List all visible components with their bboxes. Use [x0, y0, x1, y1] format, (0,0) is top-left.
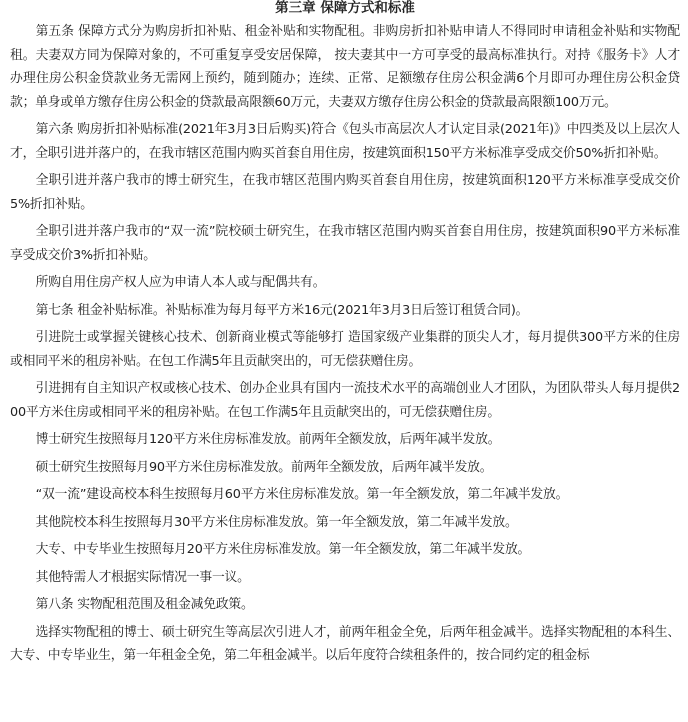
article-7-paragraph: 第七条 租金补贴标准。补贴标准为每月每平方米16元(2021年3月3日后签订租赁合同)。 — [35, 302, 529, 318]
top-talent-paragraph: 引进院士或掌握关键核心技术、创新商业模式等能够打 造国家级产业集群的顶尖人才，每月提供300平方米的住房或相同平米的租房补贴。在包工作满5年且贡献突出的，可无偿获赠住房。 — [10, 330, 680, 369]
article-6-paragraph: 第六条 购房折扣补贴标准(2021年3月3日后购买)符合《包头市高层次人才认定目录(2021年)》中四类及以上层次人才，全职引进并落户的，在我市辖区范围内购买首套自用住房，按建筑面积150平方米标准享受成交价50%折扣补贴。 — [10, 122, 680, 161]
masters-rent-paragraph: 硕士研究生按照每月90平方米住房标准发放。前两年全额发放，后两年减半发放。 — [35, 459, 493, 475]
special-talent-paragraph: 其他特需人才根据实际情况一事一议。 — [35, 569, 250, 585]
doctoral-rent-paragraph: 博士研究生按照每月120平方米住房标准发放。前两年全额发放，后两年减半发放。 — [35, 432, 501, 447]
college-rent-paragraph: 大专、中专毕业生按照每月20平方米住房标准发放。第一年全额发放，第二年减半发放。 — [35, 542, 531, 557]
article-8-paragraph: 第八条 实物配租范围及租金减免政策。 — [35, 597, 254, 612]
startup-team-paragraph: 引进拥有自主知识产权或核心技术、创办企业具有国内一流技术水平的高端创业人才团队，为团队带头人每月提供200平方米住房或相同平米的租房补贴。在包工作满5年且贡献突出的，可无偿获赠住房。 — [10, 381, 680, 420]
ownership-paragraph: 所购自用住房产权人应为申请人本人或与配偶共有。 — [35, 275, 326, 290]
chapter-title: 第三章 保障方式和标准 — [275, 0, 415, 16]
article-5-paragraph: 第五条 保障方式分为购房折扣补贴、租金补贴和实物配租。非购房折扣补贴申请人不得同时申请租金补贴和实物配租。夫妻双方同为保障对象的，不可重复享受安居保障， 按夫妻其中一方可享受的最高标准执行。对持《服务卡》人才办理住房公积金贷款业务无需网上预约，随到随办；连续、正常、足额缴存住房公积金满6个月即可办理住房公积金贷款；单身或单方缴存住房公积金的贷款最高限额60万元，夫妻双方缴存住房公积金的贷款最高限额100万元。 — [10, 24, 680, 110]
other-undergrad-rent-paragraph: 其他院校本科生按照每月30平方米住房标准发放。第一年全额发放，第二年减半发放。 — [35, 514, 518, 530]
double-first-class-rent-paragraph: “双一流”建设高校本科生按照每月60平方米住房标准发放。第一年全额发放，第二年减半发放。 — [35, 487, 569, 502]
masters-purchase-paragraph: 全职引进并落户我市的“双一流”院校硕士研究生，在我市辖区范围内购买首套自用住房，按建筑面积90平方米标准享受成交价3%折扣补贴。 — [10, 224, 680, 263]
doctoral-purchase-paragraph: 全职引进并落户我市的博士研究生，在我市辖区范围内购买首套自用住房，按建筑面积120平方米标准享受成交价5%折扣补贴。 — [10, 173, 680, 212]
in-kind-rental-paragraph: 选择实物配租的博士、硕士研究生等高层次引进人才，前两年租金全免，后两年租金减半。选择实物配租的本科生、大专、中专毕业生，第一年租金全免，第二年租金减半。以后年度符合续租条件的，按合同约定的租金标 — [10, 624, 680, 663]
